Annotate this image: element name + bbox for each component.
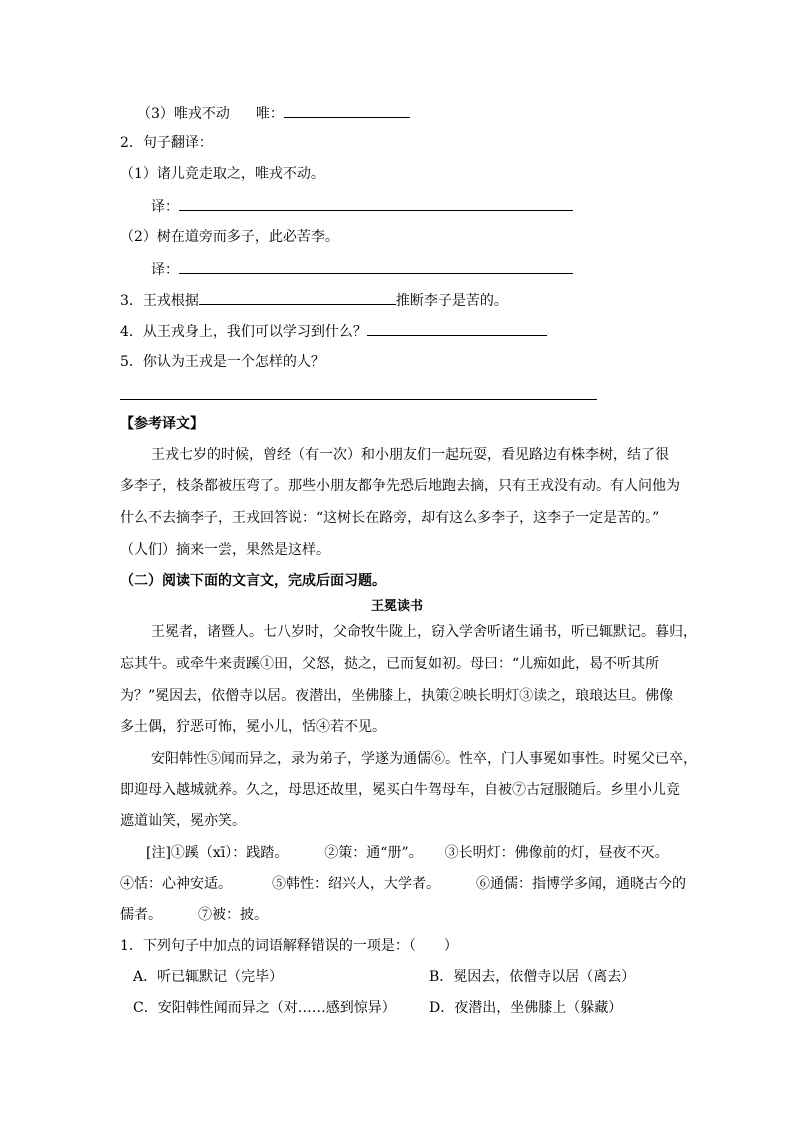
mc-option-a[interactable]: A．听已辄默记（完毕） (133, 969, 284, 985)
note: [注]①蹊（xī）：践踏。 (146, 845, 289, 861)
question-3-prefix: 3．王戎根据 (120, 293, 199, 309)
translation-line-1 (151, 195, 573, 217)
passage-line: 为？”冕因去，依僧寺以居。夜潜出，坐佛膝上，执策②映长明灯③读之，琅琅达旦。佛像 (120, 688, 674, 704)
passage-line: 忘其牛。或牵牛来责蹊①田，父怒，挞之，已而复如初。母曰：“儿痴如此，曷不听其所 (120, 656, 660, 672)
translation-blank-1[interactable] (179, 195, 573, 211)
mc-question: 1．下列句子中加点的词语解释错误的一项是：（ ） (120, 938, 458, 954)
answer-blank[interactable] (284, 102, 410, 118)
notes-line (146, 843, 669, 863)
question-4 (120, 320, 547, 342)
question-3-blank[interactable] (199, 289, 396, 305)
question-4-text: 4．从王戎身上，我们可以学习到什么？ (120, 324, 367, 340)
question-1-3-label: 唯： (255, 106, 284, 122)
question-5-answer-line[interactable] (120, 399, 597, 400)
question-1-3-prefix: （3）唯戎不动 (137, 106, 230, 122)
reference-line: （人们）摘来一尝，果然是这样。 (120, 542, 330, 558)
section-2-heading: （二）阅读下面的文言文，完成后面习题。 (120, 573, 386, 589)
mc-option-d[interactable]: D．夜潜出，坐佛膝上（躲藏） (429, 1000, 623, 1016)
translation-label: 译： (151, 262, 179, 278)
question-2-1: （1）诸儿竞走取之，唯戎不动。 (120, 166, 325, 182)
mc-option-c[interactable]: C．安阳韩性闻而异之（对……感到惊异） (133, 1000, 396, 1016)
passage-line: 王冕者，诸暨人。七八岁时，父命牧牛陇上，窃入学舍听诸生诵书，听已辄默记。暮归， (151, 624, 697, 640)
reference-translation-title: 【参考译文】 (120, 416, 204, 432)
reference-line: 什么不去摘李子，王戎回答说：“这树长在路旁，却有这么多李子，这李子一定是苦的。” (120, 510, 660, 526)
question-2-title: 2．句子翻译： (120, 135, 213, 151)
note: ③长明灯：佛像前的灯，昼夜不灭。 (444, 845, 669, 861)
question-5: 5．你认为王戎是一个怎样的人？ (120, 354, 325, 370)
passage-line: 安阳韩性⑤闻而异之，录为弟子，学遂为通儒⑥。性卒，门人事冕如事性。时冕父已卒， (151, 751, 697, 767)
question-1-3 (137, 102, 410, 124)
note: ⑤韩性：绍兴人，大学者。 (272, 876, 440, 892)
reference-line: 王戎七岁的时候，曾经（有一次）和小朋友们一起玩耍，看见路边有株李树，结了很 (151, 447, 669, 463)
passage-line: 多土偶，狞恶可怖，冕小儿，恬④若不见。 (120, 719, 386, 735)
notes-line (120, 874, 686, 894)
question-4-blank[interactable] (367, 320, 547, 336)
note: ④恬：心神安适。 (120, 876, 232, 892)
note: ⑥通儒：指博学多闻，通晓古今的 (476, 876, 686, 892)
passage-title: 王冕读书 (370, 599, 423, 614)
question-2-2: （2）树在道旁而多子，此必苦李。 (120, 229, 339, 245)
note: ⑦被：披。 (198, 907, 268, 923)
question-3-suffix: 推断李子是苦的。 (395, 293, 508, 309)
passage-line: 即迎母入越城就养。久之，母思还故里，冕买白牛驾母车，自被⑦古冠服随后。乡里小儿竞 (120, 782, 680, 798)
mc-option-b[interactable]: B．冕因去，依僧寺以居（离去） (429, 969, 636, 985)
translation-label: 译： (151, 199, 179, 215)
reference-line: 多李子，枝条都被压弯了。那些小朋友都争先恐后地跑去摘，只有王戎没有动。有人问他为 (120, 478, 680, 494)
passage-line: 遮道讪笑，冕亦笑。 (120, 813, 246, 829)
translation-line-2 (151, 258, 573, 280)
question-3 (120, 289, 508, 311)
notes-line (120, 905, 268, 925)
note: 儒者。 (120, 907, 162, 923)
translation-blank-2[interactable] (179, 258, 573, 274)
note: ②策：通“册”。 (324, 845, 423, 861)
